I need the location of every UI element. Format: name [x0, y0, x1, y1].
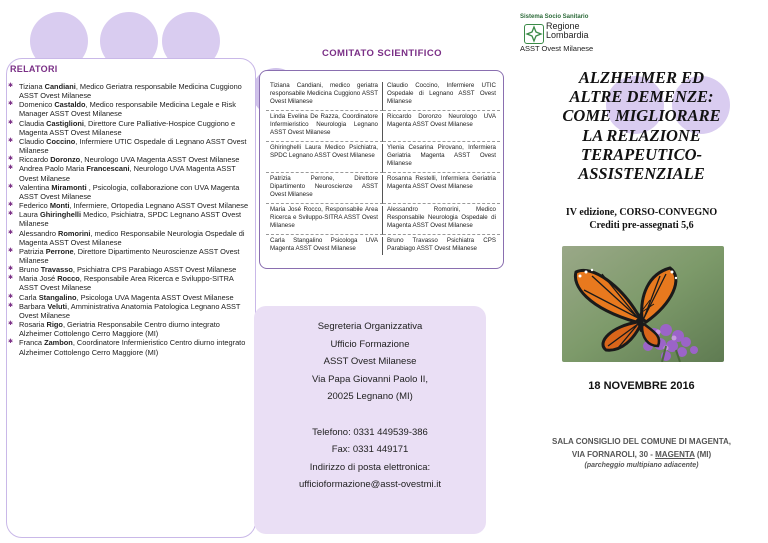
relatore-role: Medico, Psichiatra, SPDC Legnano ASST Ovest Milanese [19, 210, 242, 229]
relatore-surname: Francescani [86, 164, 130, 174]
relatore-first-name: Patrizia [19, 246, 46, 256]
relatore-role: , Amministrativa Anatomia Patologica Legnano ASST Ovest Milanese [19, 301, 241, 320]
relatore-item [8, 119, 250, 137]
relatore-role: , Psichiatra CPS Parabiago ASST Ovest Milanese [72, 265, 237, 275]
event-title [520, 68, 763, 183]
segreteria-line: Ufficio Formazione [330, 338, 410, 350]
title-line: LA RELAZIONE [582, 125, 701, 145]
title-line: ALZHEIMER ED [578, 68, 705, 87]
relatori-title: RELATORI [10, 64, 58, 74]
relatori-list [8, 82, 250, 357]
comitato-member: Ylenia Cesarina Pirovano, Infermiera Geriatria Magenta ASST Ovest Milanese [383, 144, 500, 173]
credits-text: Crediti pre-assegnati 5,6 [589, 220, 694, 231]
segreteria-line: Telefono: 0331 449539-386 [312, 426, 428, 438]
comitato-title: COMITATO SCIENTIFICO [322, 48, 442, 59]
relatore-surname: Miramonti [51, 182, 87, 192]
relatore-item [8, 82, 250, 100]
relatore-item [8, 338, 250, 356]
event-venue [520, 436, 763, 461]
segreteria-line: ASST Ovest Milanese [323, 356, 417, 368]
relatore-role: , Medico Geriatra responsabile Medicina Cuggiono ASST Ovest Milanese [19, 82, 242, 101]
venue-province: (MI) [694, 449, 712, 459]
relatore-role: , Coordinatore Infermieristico Centro diurno integrato Alzheimer Cottolengo Cerro Maggiore (MI) [19, 338, 246, 357]
relatore-role: , Infermiere UTIC Ospedale di Legnano ASST Ovest Milanese [19, 136, 247, 156]
relatore-role: , Geriatria Responsabile Centro diurno integrato Alzheimer Cottolengo Cerro Maggiore (MI) [19, 320, 220, 339]
logo-lombardia-line: Lombardia [546, 30, 589, 40]
comitato-member: Rosanna Restelli, Infermiera Geriatria Magenta ASST Ovest Milanese [383, 175, 500, 204]
comitato-member: Linda Evelina De Razza, Coordinatore Infermieristico Neurologia Legnano ASST Ovest Milanese [266, 113, 383, 142]
butterfly-photo [562, 246, 724, 362]
relatore-first-name: Bruno [19, 265, 41, 275]
relatore-item [8, 247, 250, 265]
segreteria-line: Segreteria Organizzativa [317, 321, 423, 332]
relatore-role: , Infermiere, Ortopedia Legnano ASST Ovest Milanese [69, 201, 249, 211]
relatore-item [8, 274, 250, 292]
relatore-item [8, 201, 250, 210]
venue-note: (parcheggio multipiano adiacente) [584, 462, 699, 469]
venue-city: MAGENTA [655, 449, 695, 459]
comitato-member: Carla Stangalino Psicologa UVA Magenta ASST Ovest Milanese [266, 237, 383, 255]
relatore-item [8, 229, 250, 247]
comitato-member: Claudio Coccino, Infermiere UTIC Ospedale di Legnano ASST Ovest Milanese [383, 82, 500, 111]
relatore-surname: Coccino [46, 136, 76, 146]
segreteria-text [254, 318, 486, 494]
relatore-first-name: Maria José [19, 274, 58, 284]
relatore-first-name: Claudia [19, 118, 47, 128]
relatore-surname: Rocco [57, 274, 80, 284]
logo-asst: ASST Ovest Milanese [520, 44, 594, 53]
relatore-first-name: Barbara [19, 301, 48, 311]
relatore-surname: Candiani [44, 82, 76, 91]
relatore-first-name: Domenico [19, 100, 55, 110]
logo-regione [546, 22, 589, 40]
relatore-surname: Ghiringhelli [39, 210, 82, 220]
title-line: COME MIGLIORARE [562, 106, 721, 126]
relatore-role: , medico Responsabile Neurologia Ospedale di Magenta ASST Ovest Milanese [19, 228, 245, 247]
logo-label: Sistema Socio Sanitario [520, 14, 589, 20]
relatore-item [8, 164, 250, 182]
segreteria-line: Indirizzo di posta elettronica: [309, 461, 431, 473]
relatore-surname: Veluti [47, 301, 68, 311]
segreteria-line [254, 406, 486, 424]
relatore-first-name: Carla [19, 292, 39, 302]
comitato-member: Alessandro Romorini, Medico Responsabile Neurologia Ospedale di Magenta ASST Ovest Milanese [383, 206, 500, 235]
relatore-surname: Stangalino [38, 292, 77, 302]
relatore-surname: Romorini [58, 228, 91, 238]
relatore-first-name: Federico [19, 201, 50, 211]
comitato-member: Bruno Travasso Psichiatra CPS Parabiago ASST Ovest Milanese [387, 237, 496, 252]
relatore-first-name: Tiziana [19, 82, 45, 91]
title-line: ASSISTENZIALE [578, 164, 705, 184]
relatore-first-name: Alessandro [19, 228, 59, 238]
relatore-surname: Castiglioni [46, 118, 84, 128]
segreteria-line: Fax: 0331 449171 [331, 444, 409, 456]
relatore-surname: Rigo [46, 320, 63, 330]
segreteria-line: ufficioformazione@asst-ovestmi.it [299, 479, 441, 491]
relatore-role: , Medico responsabile Medicina Legale e Risk Manager ASST Ovest Milanese [19, 100, 236, 119]
relatore-first-name: Franca [19, 338, 45, 348]
relatore-item [8, 210, 250, 228]
venue-line-1: SALA CONSIGLIO DEL COMUNE DI MAGENTA, [552, 437, 731, 446]
relatore-item [8, 155, 250, 164]
venue-street: VIA FORNAROLI, 30 - [571, 449, 656, 459]
venue-line-2 [520, 449, 763, 462]
relatore-surname: Zambon [44, 338, 73, 348]
relatore-item [8, 183, 250, 201]
comitato-member: Maria José Rocco, Responsabile Area Ricerca e Sviluppo-SITRA ASST Ovest Milanese [266, 206, 383, 235]
relatore-role: , Responsabile Area Ricerca e Sviluppo-SITRA ASST Ovest Milanese [19, 274, 234, 293]
title-line: ALTRE DEMENZE: [569, 87, 714, 107]
comitato-member: Ghiringhelli Laura Medico Psichiatra, SPDC Legnano ASST Ovest Milanese [266, 144, 383, 173]
relatore-surname: Monti [49, 201, 70, 211]
relatore-first-name: Valentina [19, 182, 52, 192]
logo-regione-line: Regione [546, 21, 580, 31]
relatore-first-name: Riccardo [19, 155, 51, 165]
relatore-role: , Neurologo UVA Magenta ASST Ovest Milanese [80, 155, 240, 165]
relatore-first-name: Laura [19, 210, 40, 220]
relatore-item [8, 293, 250, 302]
relatore-item [8, 320, 250, 338]
comitato-member: Patrizia Perrone, Direttore Dipartimento Neuroscienze ASST Ovest Milanese [266, 175, 383, 204]
regione-lombardia-logo-icon [524, 24, 544, 44]
comitato-member: Tiziana Candiani, medico geriatra responsabile Medicina Cuggiono ASST Ovest Milanese [266, 82, 383, 111]
relatore-first-name: Claudio [19, 136, 47, 146]
comitato-grid [266, 82, 500, 255]
relatore-surname: Travasso [40, 265, 73, 275]
segreteria-line: 20025 Legnano (MI) [327, 391, 413, 403]
relatore-first-name: Rosaria [19, 320, 47, 330]
title-line: TERAPEUTICO- [580, 144, 702, 164]
edition-info [520, 206, 763, 232]
relatore-item [8, 137, 250, 155]
relatore-item [8, 302, 250, 320]
relatore-role: , Direttore Dipartimento Neuroscienze ASST Ovest Milanese [19, 246, 240, 265]
relatore-role: , Psicologa UVA Magenta ASST Ovest Milanese [76, 292, 234, 302]
edition-text: IV edizione, CORSO-CONVEGNO [565, 207, 718, 218]
relatore-item [8, 265, 250, 274]
relatore-surname: Perrone [45, 246, 74, 256]
relatore-surname: Castaldo [54, 100, 86, 110]
relatore-role: , Direttore Cure Palliative-Hospice Cuggiono e Magenta ASST Ovest Milanese [19, 118, 236, 137]
event-date: 18 NOVEMBRE 2016 [588, 380, 695, 392]
relatore-first-name: Andrea Paolo Maria [19, 164, 87, 174]
relatore-item [8, 100, 250, 118]
comitato-member: Riccardo Doronzo Neurologo UVA Magenta ASST Ovest Milanese [383, 113, 500, 142]
relatore-role: , Neurologo UVA Magenta ASST Ovest Milanese [19, 164, 236, 183]
relatore-surname: Doronzo [50, 155, 81, 165]
segreteria-line: Via Papa Giovanni Paolo II, [311, 373, 428, 385]
relatore-role: , Psicologia, collaborazione con UVA Magenta ASST Ovest Milanese [19, 182, 240, 201]
